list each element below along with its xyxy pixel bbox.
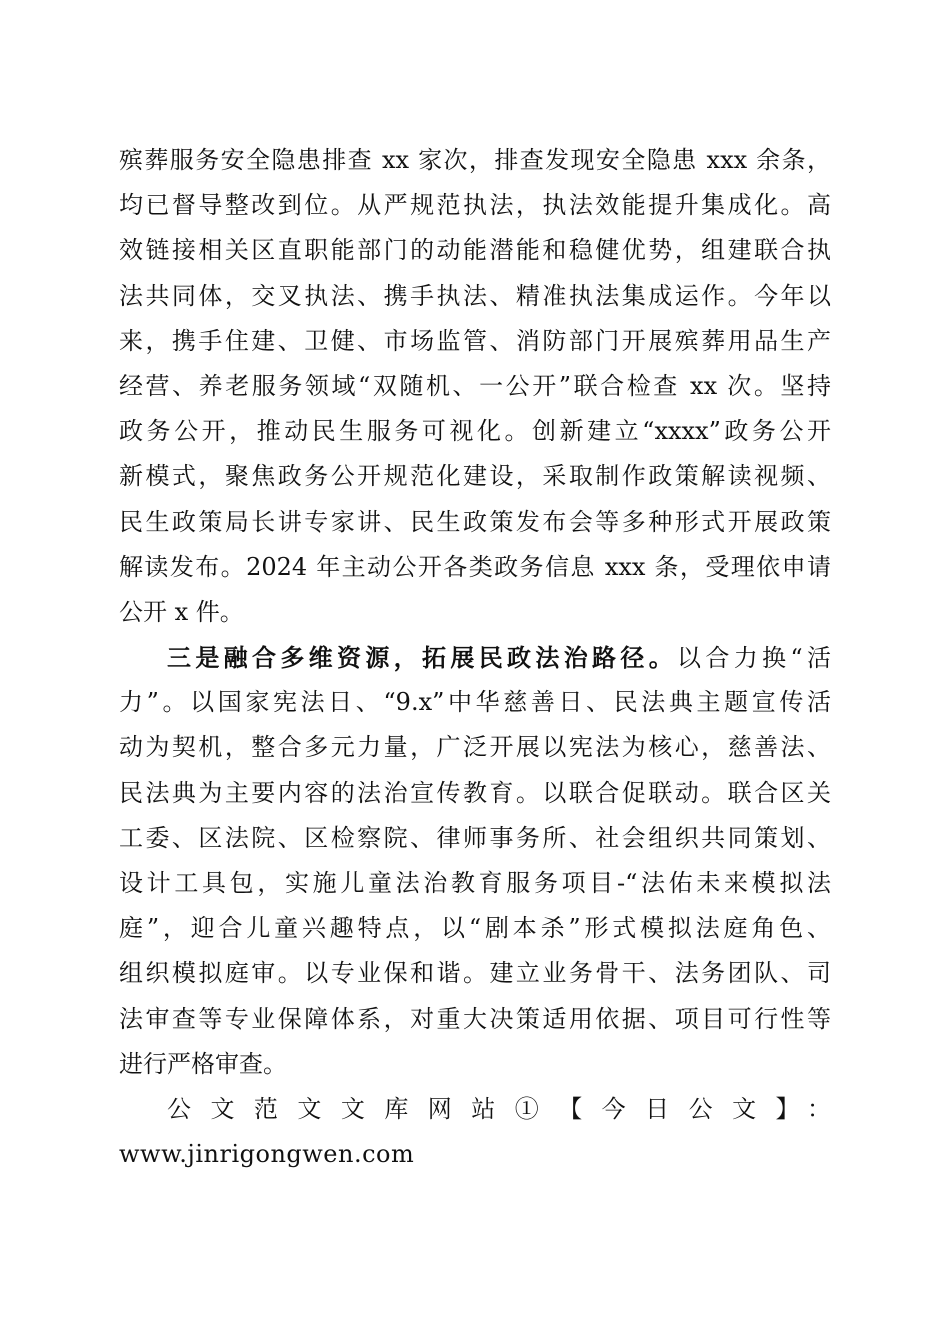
section-heading: 三是融合多维资源，拓展民政法治路径。: [167, 643, 678, 673]
paragraph-line: 来，携手住建、卫健、市场监管、消防部门开展殡葬用品生产: [119, 326, 831, 355]
paragraph-line: 庭”，迎合儿童兴趣特点，以“剧本杀”形式模拟法庭角色、: [119, 914, 831, 943]
paragraph-line: 进行严格审查。: [119, 1049, 287, 1078]
paragraph-line: 新模式，聚焦政务公开规范化建设，采取制作政策解读视频、: [119, 462, 831, 491]
paragraph-line: 设计工具包，实施儿童法治教育服务项目-“法佑未来模拟法: [119, 869, 831, 897]
paragraph-line: 民法典为主要内容的法治宣传教育。以联合促联动。联合区关: [119, 778, 831, 807]
section-heading-line: [119, 635, 831, 680]
paragraph-line: 动为契机，整合多元力量，广泛开展以宪法为核心，慈善法、: [119, 733, 831, 762]
footer-site-line: 公文范文文库网站①【今日公文】：: [167, 1094, 831, 1123]
paragraph-line: 效链接相关区直职能部门的动能潜能和稳健优势，组建联合执: [119, 236, 831, 265]
paragraph-line: 民生政策局长讲专家讲、民生政策发布会等多种形式开展政策: [119, 507, 831, 536]
paragraph-line: 公开 x 件。: [119, 597, 244, 626]
paragraph-line: 法共同体，交叉执法、携手执法、精准执法集成运作。今年以: [119, 281, 831, 310]
footer-url[interactable]: www.jinrigongwen.com: [119, 1140, 415, 1169]
paragraph-line: 政务公开，推动民生服务可视化。创新建立“xxxx”政务公开: [119, 417, 831, 446]
paragraph-line: 工委、区法院、区检察院、律师事务所、社会组织共同策划、: [119, 823, 831, 852]
paragraph-line: 法审查等专业保障体系，对重大决策适用依据、项目可行性等: [119, 1004, 831, 1033]
paragraph-line: 经营、养老服务领域“双随机、一公开”联合检查 xx 次。坚持: [119, 371, 831, 400]
paragraph-line: 力”。以国家宪法日、“9.x”中华慈善日、民法典主题宣传活: [119, 688, 831, 717]
paragraph-line: 均已督导整改到位。从严规范执法，执法效能提升集成化。高: [119, 191, 831, 220]
paragraph-line: 解读发布。2024 年主动公开各类政务信息 xxx 条，受理依申请: [119, 552, 831, 581]
section-heading-rest: 以合力换“活: [677, 644, 831, 673]
paragraph-line: 组织模拟庭审。以专业保和谐。建立业务骨干、法务团队、司: [119, 959, 831, 988]
document-body: [119, 138, 831, 1177]
paragraph-line: 殡葬服务安全隐患排查 xx 家次，排查发现安全隐患 xxx 余条，: [119, 146, 831, 174]
